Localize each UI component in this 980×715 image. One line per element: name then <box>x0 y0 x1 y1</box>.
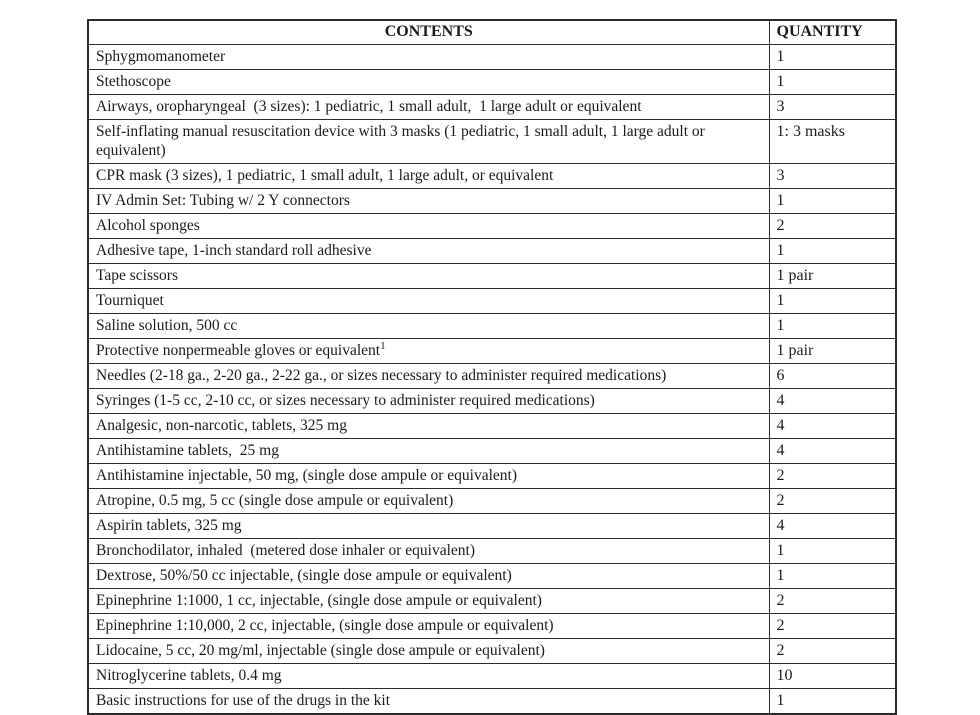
contents-cell <box>88 564 769 589</box>
table-row <box>88 70 896 95</box>
contents-text: Self-inflating manual resuscitation device with 3 masks (1 pediatric, 1 small adult, 1 large adult or equivalent) <box>96 123 709 159</box>
table-row <box>88 439 896 464</box>
contents-cell <box>88 214 769 239</box>
contents-cell <box>88 45 769 70</box>
table-row <box>88 614 896 639</box>
quantity-cell: 1 pair <box>769 264 896 289</box>
table-row <box>88 95 896 120</box>
contents-text: Alcohol sponges <box>96 217 200 234</box>
contents-text: Dextrose, 50%/50 cc injectable, (single dose ampule or equivalent) <box>96 567 512 584</box>
quantity-cell: 4 <box>769 414 896 439</box>
contents-text: Adhesive tape, 1-inch standard roll adhesive <box>96 242 372 259</box>
contents-text: Tourniquet <box>96 292 164 309</box>
quantity-cell: 2 <box>769 589 896 614</box>
quantity-cell: 1: 3 masks <box>769 120 896 164</box>
quantity-cell: 2 <box>769 464 896 489</box>
contents-cell <box>88 589 769 614</box>
contents-cell <box>88 95 769 120</box>
table-row <box>88 189 896 214</box>
quantity-cell: 1 <box>769 539 896 564</box>
table-row <box>88 464 896 489</box>
contents-text: Antihistamine injectable, 50 mg, (single dose ampule or equivalent) <box>96 467 517 484</box>
contents-text: IV Admin Set: Tubing w/ 2 Y connectors <box>96 192 350 209</box>
quantity-cell: 6 <box>769 364 896 389</box>
contents-cell <box>88 239 769 264</box>
contents-cell <box>88 539 769 564</box>
quantity-cell: 1 <box>769 45 896 70</box>
contents-text: CPR mask (3 sizes), 1 pediatric, 1 small adult, 1 large adult, or equivalent <box>96 167 554 184</box>
quantity-cell: 1 <box>769 239 896 264</box>
contents-cell <box>88 489 769 514</box>
contents-cell <box>88 614 769 639</box>
contents-cell <box>88 120 769 164</box>
table-row <box>88 239 896 264</box>
contents-text: Saline solution, 500 cc <box>96 317 238 334</box>
table-row <box>88 339 896 364</box>
contents-text: Stethoscope <box>96 73 171 90</box>
contents-cell <box>88 664 769 689</box>
table-header-row <box>88 20 896 45</box>
quantity-cell: 1 <box>769 689 896 715</box>
table-row <box>88 414 896 439</box>
contents-text: Epinephrine 1:10,000, 2 cc, injectable, (single dose ampule or equivalent) <box>96 617 554 634</box>
contents-cell <box>88 689 769 715</box>
contents-text: Needles (2-18 ga., 2-20 ga., 2-22 ga., or sizes necessary to administer required medications) <box>96 367 667 384</box>
table-row <box>88 489 896 514</box>
contents-text: Syringes (1-5 cc, 2-10 cc, or sizes necessary to administer required medications) <box>96 392 595 409</box>
quantity-column-header: QUANTITY <box>769 20 896 45</box>
quantity-cell: 2 <box>769 639 896 664</box>
quantity-cell: 1 <box>769 70 896 95</box>
quantity-cell: 1 <box>769 289 896 314</box>
table-row <box>88 664 896 689</box>
quantity-cell: 2 <box>769 214 896 239</box>
quantity-cell: 1 <box>769 189 896 214</box>
table-body <box>88 45 896 715</box>
contents-cell <box>88 639 769 664</box>
contents-text: Atropine, 0.5 mg, 5 cc (single dose ampule or equivalent) <box>96 492 454 509</box>
quantity-cell: 4 <box>769 514 896 539</box>
quantity-cell: 1 <box>769 564 896 589</box>
table-row <box>88 639 896 664</box>
quantity-cell: 10 <box>769 664 896 689</box>
contents-text: Antihistamine tablets, 25 mg <box>96 442 279 459</box>
contents-text: Protective nonpermeable gloves or equivalent <box>96 342 381 359</box>
contents-text: Analgesic, non-narcotic, tablets, 325 mg <box>96 417 347 434</box>
contents-cell <box>88 189 769 214</box>
quantity-cell: 3 <box>769 95 896 120</box>
table-row <box>88 589 896 614</box>
quantity-cell: 1 pair <box>769 339 896 364</box>
contents-cell <box>88 439 769 464</box>
contents-text: Lidocaine, 5 cc, 20 mg/ml, injectable (single dose ampule or equivalent) <box>96 642 545 659</box>
contents-text: Basic instructions for use of the drugs in the kit <box>96 692 391 709</box>
quantity-cell: 3 <box>769 164 896 189</box>
contents-text: Aspirin tablets, 325 mg <box>96 517 242 534</box>
contents-cell <box>88 389 769 414</box>
table-row <box>88 214 896 239</box>
contents-text: Bronchodilator, inhaled (metered dose inhaler or equivalent) <box>96 542 475 559</box>
contents-text: Nitroglycerine tablets, 0.4 mg <box>96 667 282 684</box>
quantity-cell: 2 <box>769 489 896 514</box>
quantity-cell: 1 <box>769 314 896 339</box>
table-row <box>88 314 896 339</box>
contents-text: Tape scissors <box>96 267 178 284</box>
contents-cell <box>88 464 769 489</box>
quantity-cell: 4 <box>769 389 896 414</box>
table-row <box>88 264 896 289</box>
table-row <box>88 389 896 414</box>
footnote-marker: 1 <box>380 339 386 352</box>
contents-text: Sphygmomanometer <box>96 48 226 65</box>
contents-cell <box>88 70 769 95</box>
contents-cell <box>88 264 769 289</box>
contents-column-header: CONTENTS <box>88 20 769 45</box>
contents-cell <box>88 339 769 364</box>
quantity-cell: 2 <box>769 614 896 639</box>
contents-cell <box>88 164 769 189</box>
table-row <box>88 514 896 539</box>
contents-cell <box>88 514 769 539</box>
contents-cell <box>88 414 769 439</box>
contents-cell <box>88 314 769 339</box>
table-row <box>88 364 896 389</box>
table-row <box>88 120 896 164</box>
table-row <box>88 539 896 564</box>
contents-text: Airways, oropharyngeal (3 sizes): 1 pediatric, 1 small adult, 1 large adult or equivalent <box>96 98 642 115</box>
table-row <box>88 164 896 189</box>
contents-text: Epinephrine 1:1000, 1 cc, injectable, (single dose ampule or equivalent) <box>96 592 542 609</box>
table-row <box>88 45 896 70</box>
quantity-cell: 4 <box>769 439 896 464</box>
table-row <box>88 689 896 715</box>
table-row <box>88 564 896 589</box>
table-row <box>88 289 896 314</box>
contents-cell <box>88 364 769 389</box>
medical-kit-contents-table <box>87 19 897 715</box>
contents-cell <box>88 289 769 314</box>
